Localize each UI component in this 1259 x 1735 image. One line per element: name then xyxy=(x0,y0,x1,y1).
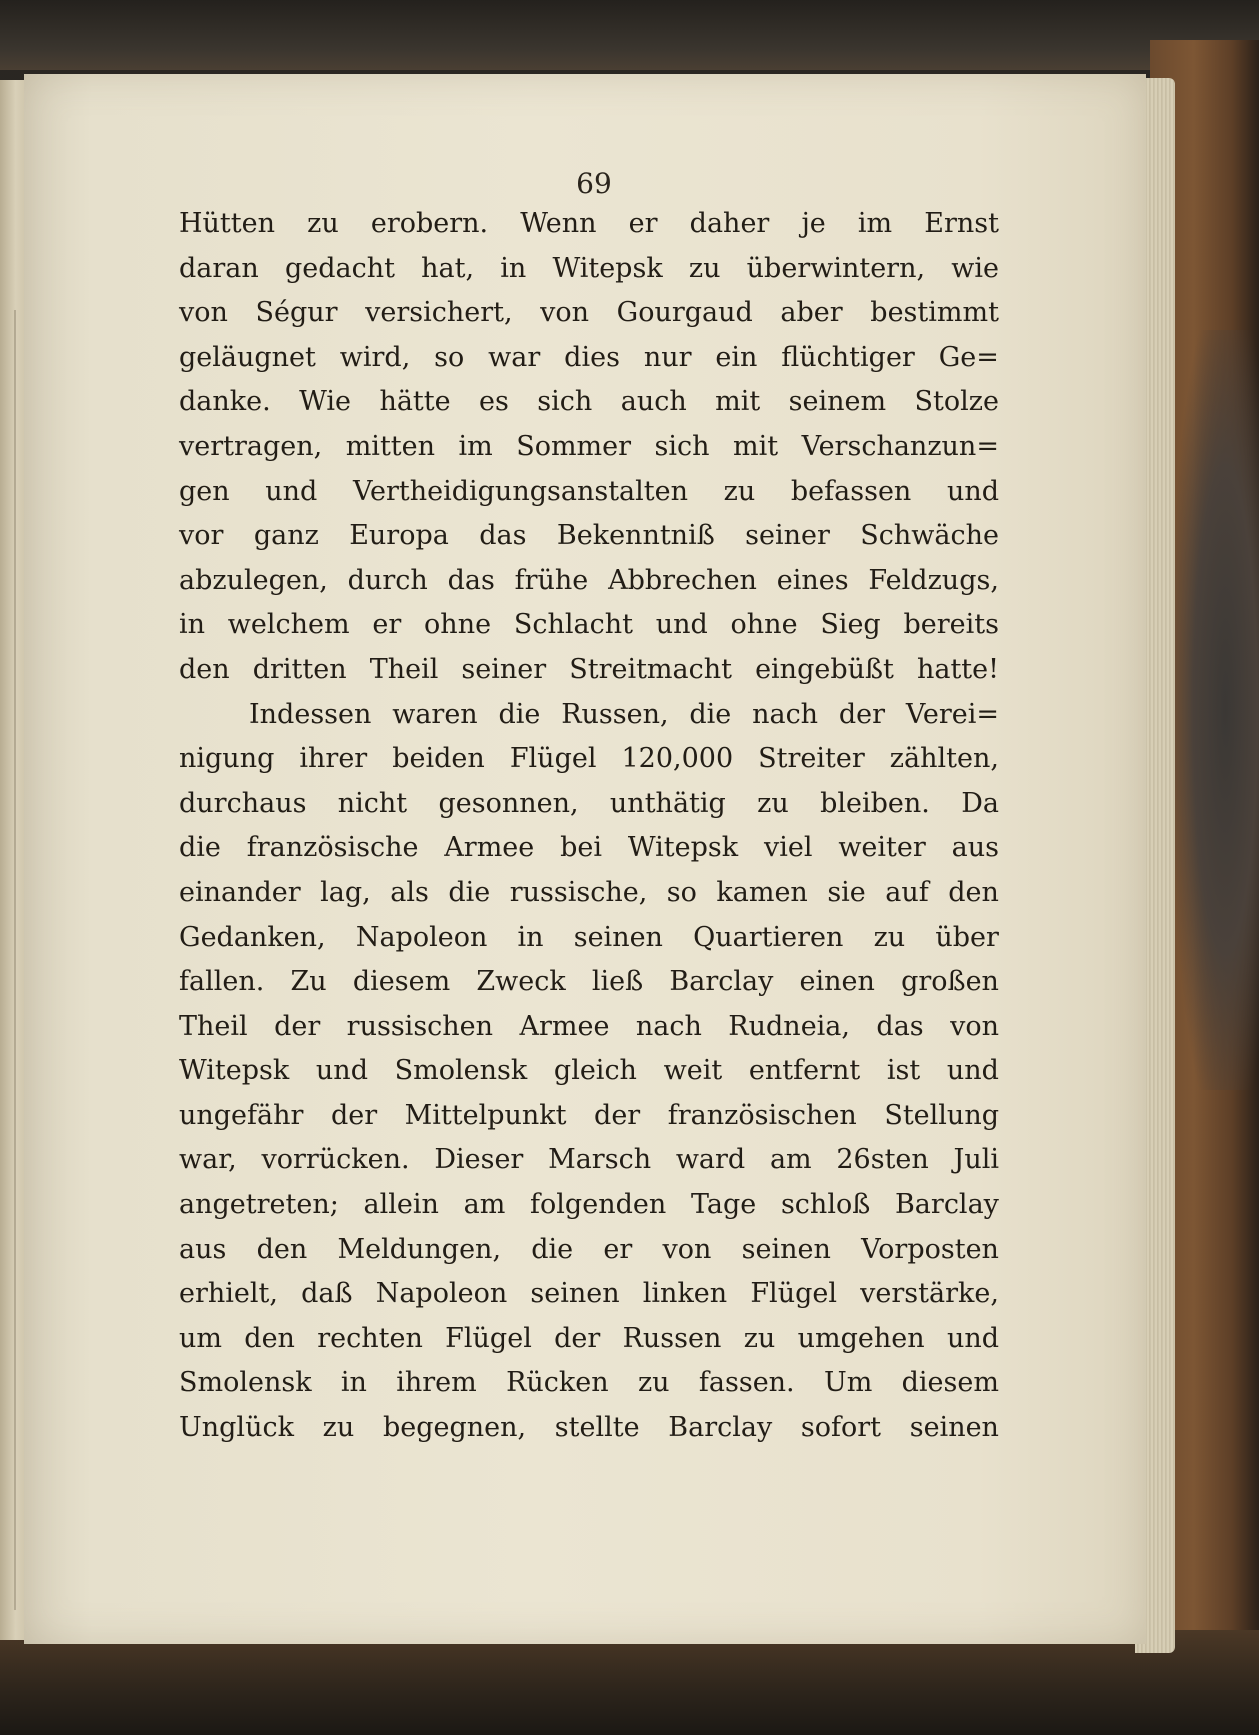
word: und xyxy=(315,1055,368,1087)
word: Vertheidigungsanstalten xyxy=(352,475,688,507)
word: seinen xyxy=(530,1278,620,1310)
word: ganz xyxy=(253,520,319,552)
word: daß xyxy=(301,1278,353,1310)
word: Verei= xyxy=(905,698,999,730)
word: am xyxy=(463,1189,506,1221)
word: zählten, xyxy=(889,743,999,775)
text-line xyxy=(179,916,999,961)
word: sie xyxy=(827,876,866,908)
word: der xyxy=(330,1099,378,1131)
word: weit xyxy=(663,1055,723,1087)
word: den xyxy=(244,1322,295,1354)
word: den xyxy=(179,653,230,685)
word: Wenn xyxy=(520,208,597,239)
word: und xyxy=(946,1055,999,1087)
text-line xyxy=(179,559,999,604)
word: Russen xyxy=(622,1322,722,1354)
word: zu xyxy=(637,1367,670,1399)
word: 120,000 xyxy=(621,743,734,775)
word: Russen, xyxy=(561,698,669,730)
text-line xyxy=(179,871,999,916)
page-number: 69 xyxy=(576,167,612,200)
word: Rücken xyxy=(506,1367,609,1399)
word: war, xyxy=(179,1144,237,1176)
word: nach xyxy=(752,698,819,730)
word: abzulegen, xyxy=(179,564,328,596)
word: am xyxy=(769,1144,812,1176)
text-line xyxy=(179,1272,999,1317)
word: mit xyxy=(733,430,779,462)
word: zu xyxy=(723,475,756,507)
word: je xyxy=(801,208,826,239)
word: Tage xyxy=(690,1189,757,1221)
word: versichert, xyxy=(365,297,513,329)
word: die xyxy=(498,698,541,730)
word: um xyxy=(179,1322,222,1354)
word: die xyxy=(531,1233,574,1265)
word: Mittelpunkt xyxy=(404,1099,567,1131)
word: russischen xyxy=(346,1010,494,1042)
word: Um xyxy=(823,1367,873,1399)
word: bereits xyxy=(903,609,999,641)
word: durchaus xyxy=(179,787,307,819)
word: Schwäche xyxy=(860,520,999,552)
word: auch xyxy=(620,386,687,418)
word: Vorposten xyxy=(861,1233,999,1265)
word: ihrer xyxy=(299,743,368,775)
word: auf xyxy=(885,876,929,908)
word: nur xyxy=(643,341,692,373)
word: Barclay xyxy=(668,1412,773,1444)
word: Sieg xyxy=(820,609,881,641)
word: Napoleon xyxy=(375,1278,508,1310)
word: Zweck xyxy=(476,966,566,998)
word: seinen xyxy=(573,921,663,953)
word: sich xyxy=(654,430,710,462)
word: die xyxy=(689,698,732,730)
word: Streitmacht xyxy=(569,653,732,685)
word: Sommer xyxy=(516,430,632,462)
word: seiner xyxy=(461,653,547,685)
word: seiner xyxy=(745,520,830,552)
word: gedacht xyxy=(284,252,395,284)
text-line xyxy=(179,1183,999,1228)
word: vor xyxy=(179,520,224,552)
word: als xyxy=(390,876,429,908)
word: diesem xyxy=(901,1367,999,1399)
word: der xyxy=(838,698,886,730)
word: beiden xyxy=(392,743,485,775)
previous-leaf xyxy=(0,80,26,1640)
text-line xyxy=(179,693,999,738)
word: Europa xyxy=(349,520,449,552)
word: angetreten; xyxy=(179,1189,339,1221)
word: allein xyxy=(363,1189,439,1221)
word: und xyxy=(265,475,318,507)
word: Wie xyxy=(299,386,352,418)
word: dritten xyxy=(252,653,347,685)
word: russische, xyxy=(509,876,648,908)
word: er xyxy=(603,1233,633,1265)
word: bleiben. xyxy=(820,787,930,819)
word: er xyxy=(372,609,402,641)
word: bestimmt xyxy=(870,297,999,329)
word: aus xyxy=(179,1233,227,1265)
word: geläugnet xyxy=(179,341,316,373)
word: Streiter xyxy=(758,743,865,775)
word: seinem xyxy=(788,386,887,418)
word: in xyxy=(179,609,206,641)
word: ließ xyxy=(591,966,644,998)
text-line xyxy=(179,1138,999,1183)
word: im xyxy=(857,208,893,239)
word: daran xyxy=(179,252,259,284)
word: sofort xyxy=(800,1412,882,1444)
word: lag, xyxy=(320,876,371,908)
word: in xyxy=(500,252,527,284)
word: Juli xyxy=(953,1144,999,1176)
text-line xyxy=(179,425,999,470)
word: zu xyxy=(688,252,721,284)
word: welchem xyxy=(227,609,350,641)
word: das xyxy=(447,564,495,596)
word: Armee xyxy=(444,832,535,864)
word: die xyxy=(448,876,491,908)
word: folgenden xyxy=(530,1189,667,1221)
text-line xyxy=(179,782,999,827)
word: entfernt xyxy=(748,1055,861,1087)
word: den xyxy=(256,1233,308,1265)
word: den xyxy=(948,876,999,908)
word: der xyxy=(554,1322,601,1354)
text-line xyxy=(179,648,999,693)
leaf-shadow-line xyxy=(14,310,16,1610)
word: nicht xyxy=(337,787,408,819)
word: seinen xyxy=(741,1233,831,1265)
text-line xyxy=(179,514,999,559)
word: ungefähr xyxy=(179,1099,304,1131)
word: Barclay xyxy=(669,966,774,998)
word: Ernst xyxy=(924,208,999,239)
word: flüchtiger xyxy=(781,341,915,373)
word: Witepsk xyxy=(627,832,739,864)
text-line xyxy=(179,1094,999,1139)
word: Quartieren xyxy=(693,921,844,953)
word: ohne xyxy=(424,609,492,641)
word: wird, xyxy=(339,341,411,373)
text-line xyxy=(179,1049,999,1094)
word: Napoleon xyxy=(355,921,488,953)
word: und xyxy=(946,1322,999,1354)
word: danke. xyxy=(179,386,271,418)
word: Smolensk xyxy=(394,1055,528,1087)
word: erobern. xyxy=(370,208,489,239)
word: und xyxy=(655,609,708,641)
word: ein xyxy=(715,341,758,373)
text-line xyxy=(179,1317,999,1362)
text-line xyxy=(179,737,999,782)
word: Hütten xyxy=(179,208,276,239)
word: Feldzugs, xyxy=(868,564,999,596)
word: überwintern, xyxy=(746,252,926,284)
word: eines xyxy=(776,564,849,596)
word: so xyxy=(434,341,465,373)
word: seinen xyxy=(909,1412,999,1444)
word: Indessen xyxy=(249,698,372,730)
word: Theil xyxy=(179,1010,248,1042)
word: durch xyxy=(347,564,428,596)
word: zu xyxy=(757,787,789,819)
word: einander xyxy=(179,876,301,908)
text-line xyxy=(179,1406,999,1451)
word: Flügel xyxy=(445,1322,532,1354)
word: Rudneia, xyxy=(728,1010,850,1042)
word: im xyxy=(458,430,493,462)
text-line xyxy=(179,1005,999,1050)
word: Marsch xyxy=(548,1144,652,1176)
word: Barclay xyxy=(894,1189,999,1221)
word: umgehen xyxy=(797,1322,925,1354)
word: schloß xyxy=(780,1189,871,1221)
word: sich xyxy=(537,386,593,418)
word: ward xyxy=(675,1144,746,1176)
text-line xyxy=(179,470,999,515)
text-line xyxy=(179,380,999,425)
word: der xyxy=(594,1099,641,1131)
word: Ge= xyxy=(938,341,999,373)
word: ist xyxy=(886,1055,921,1087)
word: zu xyxy=(873,921,906,953)
page-text-block xyxy=(179,202,999,1451)
word: diesem xyxy=(352,966,451,998)
cover-stain xyxy=(1175,330,1259,1090)
word: so xyxy=(666,876,697,908)
book-cover-top xyxy=(0,0,1259,70)
word: zu xyxy=(322,1412,355,1444)
word: ihrem xyxy=(396,1367,477,1399)
word: hatte! xyxy=(916,653,999,685)
text-line xyxy=(179,202,999,247)
word: Witepsk xyxy=(179,1055,290,1087)
word: fallen. xyxy=(179,966,265,998)
text-line xyxy=(179,603,999,648)
word: Gedanken, xyxy=(179,921,326,953)
word: hätte xyxy=(379,386,451,418)
word: aus xyxy=(951,832,999,864)
word: 26sten xyxy=(836,1144,929,1176)
word: zu xyxy=(307,208,339,239)
word: Witepsk xyxy=(552,252,663,284)
word: die xyxy=(179,832,221,864)
word: bei xyxy=(560,832,603,864)
word: Da xyxy=(961,787,999,819)
word: mit xyxy=(715,386,761,418)
word: frühe xyxy=(514,564,589,596)
word: waren xyxy=(392,698,478,730)
word: Ségur xyxy=(255,297,338,329)
word: nigung xyxy=(179,743,275,775)
word: von xyxy=(179,297,228,329)
word: war xyxy=(488,341,541,373)
word: über xyxy=(935,921,999,953)
word: Verschanzun= xyxy=(801,430,999,462)
word: rechten xyxy=(317,1322,423,1354)
word: Stellung xyxy=(884,1099,999,1131)
text-line xyxy=(179,1361,999,1406)
word: verstärke, xyxy=(860,1278,999,1310)
word: gleich xyxy=(553,1055,637,1087)
word: wie xyxy=(951,252,999,284)
text-line xyxy=(179,247,999,292)
text-line xyxy=(179,826,999,871)
word: weiter xyxy=(838,832,926,864)
word: Abbrechen xyxy=(608,564,757,596)
word: Schlacht xyxy=(513,609,633,641)
word: das xyxy=(876,1010,924,1042)
book-page xyxy=(24,74,1146,1644)
word: gen xyxy=(179,475,230,507)
text-line xyxy=(179,291,999,336)
word: hat, xyxy=(421,252,475,284)
word: eingebüßt xyxy=(755,653,894,685)
word: Smolensk xyxy=(179,1367,312,1399)
word: befassen xyxy=(790,475,912,507)
word: Armee xyxy=(519,1010,610,1042)
word: einen xyxy=(799,966,875,998)
word: der xyxy=(274,1010,321,1042)
word: in xyxy=(517,921,544,953)
word: fassen. xyxy=(698,1367,795,1399)
word: Stolze xyxy=(914,386,999,418)
word: erhielt, xyxy=(179,1278,278,1310)
word: unthätig xyxy=(609,787,726,819)
word: Theil xyxy=(369,653,439,685)
word: Meldungen, xyxy=(337,1233,502,1265)
word: vertragen, xyxy=(179,430,323,462)
word: dies xyxy=(564,341,620,373)
word: großen xyxy=(901,966,999,998)
word: es xyxy=(479,386,509,418)
word: Zu xyxy=(290,966,327,998)
word: Flügel xyxy=(509,743,597,775)
word: nach xyxy=(635,1010,702,1042)
word: französische xyxy=(246,832,419,864)
word: Unglück xyxy=(179,1412,294,1444)
word: aber xyxy=(780,297,843,329)
text-line xyxy=(179,336,999,381)
word: er xyxy=(628,208,658,239)
word: begegnen, xyxy=(382,1412,527,1444)
word: Dieser xyxy=(434,1144,524,1176)
word: Flügel xyxy=(750,1278,837,1310)
word: von xyxy=(950,1010,999,1042)
word: linken xyxy=(642,1278,728,1310)
book-cover-bottom xyxy=(0,1630,1259,1735)
word: kamen xyxy=(716,876,808,908)
word: zu xyxy=(743,1322,776,1354)
word: Gourgaud xyxy=(616,297,753,329)
word: stellte xyxy=(554,1412,640,1444)
word: ohne xyxy=(730,609,798,641)
word: das xyxy=(479,520,527,552)
word: französischen xyxy=(667,1099,857,1131)
word: von xyxy=(662,1233,712,1265)
text-line xyxy=(179,1228,999,1273)
word: von xyxy=(540,297,590,329)
word: in xyxy=(340,1367,367,1399)
word: vorrücken. xyxy=(261,1144,410,1176)
word: daher xyxy=(689,208,770,239)
word: gesonnen, xyxy=(438,787,579,819)
text-line xyxy=(179,960,999,1005)
word: viel xyxy=(763,832,813,864)
word: Bekenntniß xyxy=(556,520,715,552)
word: mitten xyxy=(345,430,436,462)
word: und xyxy=(946,475,999,507)
